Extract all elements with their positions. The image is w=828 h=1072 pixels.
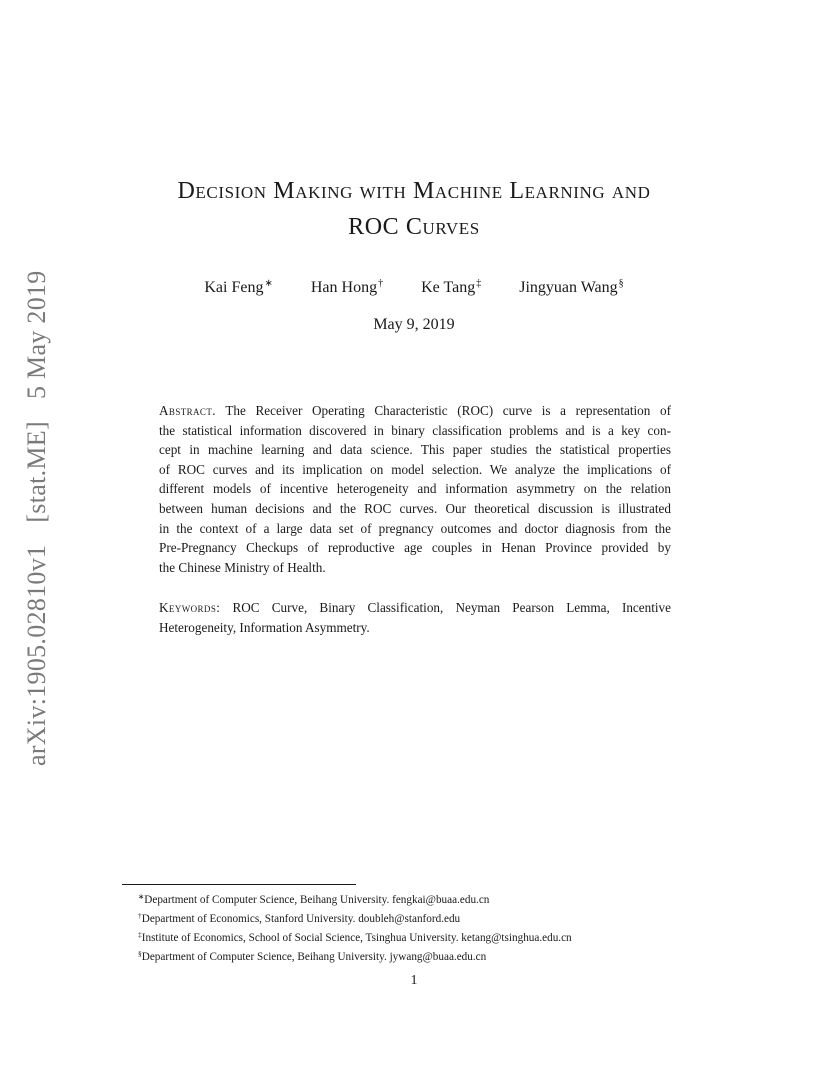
- footnote-mark: †: [138, 911, 142, 920]
- abstract-line: different models of incentive heterogeneity and information asymmetry on the relation: [159, 481, 671, 497]
- paper-date: May 9, 2019: [373, 316, 455, 333]
- keywords-text: ROC Curve, Binary Classification, Neyman Pearson Lemma, Incentive: [232, 600, 671, 615]
- abstract-text: The Receiver Operating Characteristic (ROC) curve is a representation of: [225, 403, 671, 418]
- footnote-mark: ∗: [138, 892, 145, 901]
- author-mark: ∗: [264, 278, 273, 289]
- footnote-text: Department of Computer Science, Beihang University. jywang@buaa.edu.cn: [141, 951, 487, 963]
- abstract-line: in the context of a large data set of pregnancy outcomes and doctor diagnosis from the: [159, 520, 671, 536]
- keywords-heading: Keywords:: [159, 600, 221, 615]
- footnote: [138, 946, 572, 965]
- footnote: [138, 908, 572, 927]
- abstract-line: cept in machine learning and data science. This paper studies the statistical properties: [159, 442, 671, 458]
- footnote-text: Department of Economics, Stanford University. doubleh@stanford.edu: [141, 913, 461, 925]
- footnote-text: Department of Computer Science, Beihang University. fengkai@buaa.edu.cn: [144, 894, 490, 906]
- author: [311, 278, 383, 297]
- abstract-line: Pre-Pregnancy Checkups of reproductive age couples in Henan Province provided by: [159, 540, 671, 556]
- abstract-line: of ROC curves and its implication on model selection. We analyze the implications of: [159, 461, 671, 477]
- abstract-line: between human decisions and the ROC curves. Our theoretical discussion is illustrated: [159, 500, 671, 516]
- footnote: [138, 927, 572, 946]
- author: [204, 278, 273, 297]
- author-mark: †: [378, 278, 384, 289]
- author-mark: §: [618, 278, 624, 289]
- abstract-line: the Chinese Ministry of Health.: [159, 559, 326, 575]
- author: [421, 278, 481, 297]
- abstract-line: the statistical information discovered in binary classification problems and is a key con-: [159, 422, 671, 438]
- footnote-mark: ‡: [138, 930, 142, 939]
- author: [519, 278, 623, 297]
- arxiv-stamp: [22, 270, 52, 766]
- author-name: Jingyuan Wang: [519, 279, 618, 296]
- arxiv-id: arXiv:1905.02810v1: [22, 544, 51, 766]
- author-mark: ‡: [476, 278, 482, 289]
- abstract-line: [159, 401, 671, 421]
- footnotes: [138, 889, 572, 965]
- author-name: Ke Tang: [421, 279, 476, 296]
- arxiv-category: [stat.ME]: [22, 421, 51, 523]
- author-name: Kai Feng: [204, 279, 264, 296]
- arxiv-date: 5 May 2019: [22, 270, 51, 400]
- keywords: [159, 598, 671, 637]
- author-name: Han Hong: [310, 279, 378, 296]
- footnote-rule: [122, 884, 356, 885]
- abstract: [159, 401, 671, 577]
- paper-title-line-2: ROC Curves: [348, 214, 480, 240]
- footnote: [138, 889, 572, 908]
- abstract-heading: Abstract.: [159, 403, 216, 418]
- footnote-mark: §: [138, 949, 142, 958]
- author-list: [0, 278, 828, 297]
- keywords-line: [159, 598, 671, 618]
- keywords-line: Heterogeneity, Information Asymmetry.: [159, 619, 370, 635]
- footnote-text: Institute of Economics, School of Social Science, Tsinghua University. ketang@tsinghua.edu.cn: [141, 932, 572, 944]
- page-number: 1: [410, 973, 418, 988]
- paper-title-line-1: Decision Making with Machine Learning and: [177, 178, 651, 204]
